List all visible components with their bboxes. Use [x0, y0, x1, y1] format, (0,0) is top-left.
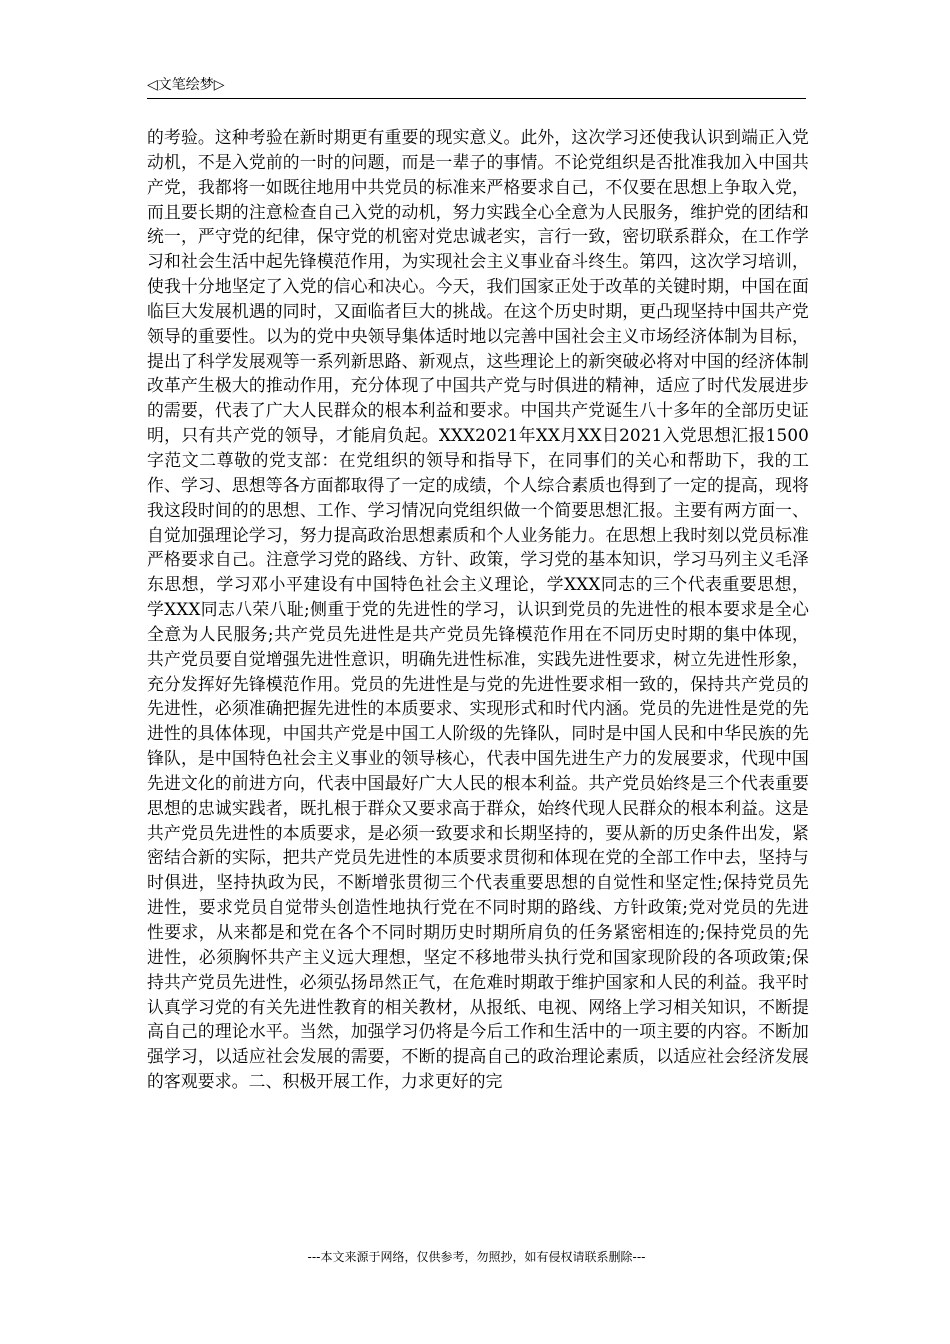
- document-body-text: 的考验。这种考验在新时期更有重要的现实意义。此外，这次学习还使我认识到端正入党动机，不是入党前的一时的问题，而是一辈子的事情。不论党组织是否批准我加入中国共产党，我都将一如既往地用中共党员的标准来严格要求自己，不仅要在思想上争取入党，而且要长期的注意检查自己入党的动机，努力实践全心全意为人民服务，维护党的团结和统一，严守党的纪律，保守党的机密对党忠诚老实，言行一致，密切联系群众，在工作学习和社会生活中起先锋模范作用，为实现社会主义事业奋斗终生。第四，这次学习培训，使我十分地坚定了入党的信心和决心。今天，我们国家正处于改革的关键时期，中国在面临巨大发展机遇的同时，又面临者巨大的挑战。在这个历史时期，更凸现坚持中国共产党领导的重要性。以为的党中央领导集体适时地以完善中国社会主义市场经济体制为目标，提出了科学发展观等一系列新思路、新观点，这些理论上的新突破必将对中国的经济体制改革产生极大的推动作用，充分体现了中国共产党与时俱进的精神，适应了时代发展进步的需要，代表了广大人民群众的根本利益和要求。中国共产党诞生八十多年的全部历史证明，只有共产党的领导，才能肩负起。XXX2021年XX月XX日2021入党思想汇报1500字范文二尊敬的党支部：在党组织的领导和指导下，在同事们的关心和帮助下，我的工作、学习、思想等各方面都取得了一定的成绩，个人综合素质也得到了一定的提高，现将我这段时间的的思想、工作、学习情况向党组织做一个简要思想汇报。主要有两方面一、自觉加强理论学习，努力提高政治思想素质和个人业务能力。在思想上我时刻以党员标准严格要求自己。注意学习党的路线、方针、政策，学习党的基本知识，学习马列主义毛泽东思想，学习邓小平建设有中国特色社会主义理论，学XXX同志的三个代表重要思想，学XXX同志八荣八耻;侧重于党的先进性的学习，认识到党员的先进性的根本要求是全心全意为人民服务;共产党员先进性是共产党员先锋模范作用在不同历史时期的集中体现，共产党员要自觉增强先进性意识，明确先进性标准，实践先进性要求，树立先进性形象，充分发挥好先锋模范作用。党员的先进性是与党的先进性要求相一致的，保持共产党员的先进性，必须准确把握先进性的本质要求、实现形式和时代内涵。党员的先进性是党的先进性的具体体现，中国共产党是中国工人阶级的先锋队，同时是中国人民和中华民族的先锋队，是中国特色社会主义事业的领导核心，代表中国先进生产力的发展要求，代现中国先进文化的前进方向，代表中国最好广大人民的根本利益。共产党员始终是三个代表重要思想的忠诚实践者，既扎根于群众又要求高于群众，始终代现人民群众的根本利益。这是共产党员先进性的本质要求，是必须一致要求和长期坚持的，要从新的历史条件出发，紧密结合新的实际，把共产党员先进性的本质要求贯彻和体现在党的全部工作中去，坚持与时俱进，坚持执政为民，不断增张贯彻三个代表重要思想的自觉性和坚定性;保持党员先进性，要求党员自觉带头创造性地执行党在不同时期的路线、方针政策;党对党员的先进性要求，从来都是和党在各个不同时期历史时期所肩负的任务紧密相连的;保持党员的先进性，必须胸怀共产主义远大理想，坚定不移地带头执行党和国家现阶段的各项政策;保持共产党员先进性，必须弘扬昂然正气，在危难时期敢于维护国家和人民的利益。我平时认真学习党的有关先进性教育的相关教材，从报纸、电视、网络上学习相关知识，不断提高自己的理论水平。当然，加强学习仍将是今后工作和生活中的一项主要的内容。不断加强学习，以适应社会发展的需要，不断的提高自己的政治理论素质，以适应社会经济发展的客观要求。二、积极开展工作，力求更好的完: [147, 127, 809, 1092]
- page-header: [147, 72, 806, 99]
- header-title: ◁文笔绘梦▷: [147, 77, 225, 93]
- page-footer-disclaimer: ---本文来源于网络，仅供参考，勿照抄，如有侵权请联系删除---: [307, 1250, 646, 1264]
